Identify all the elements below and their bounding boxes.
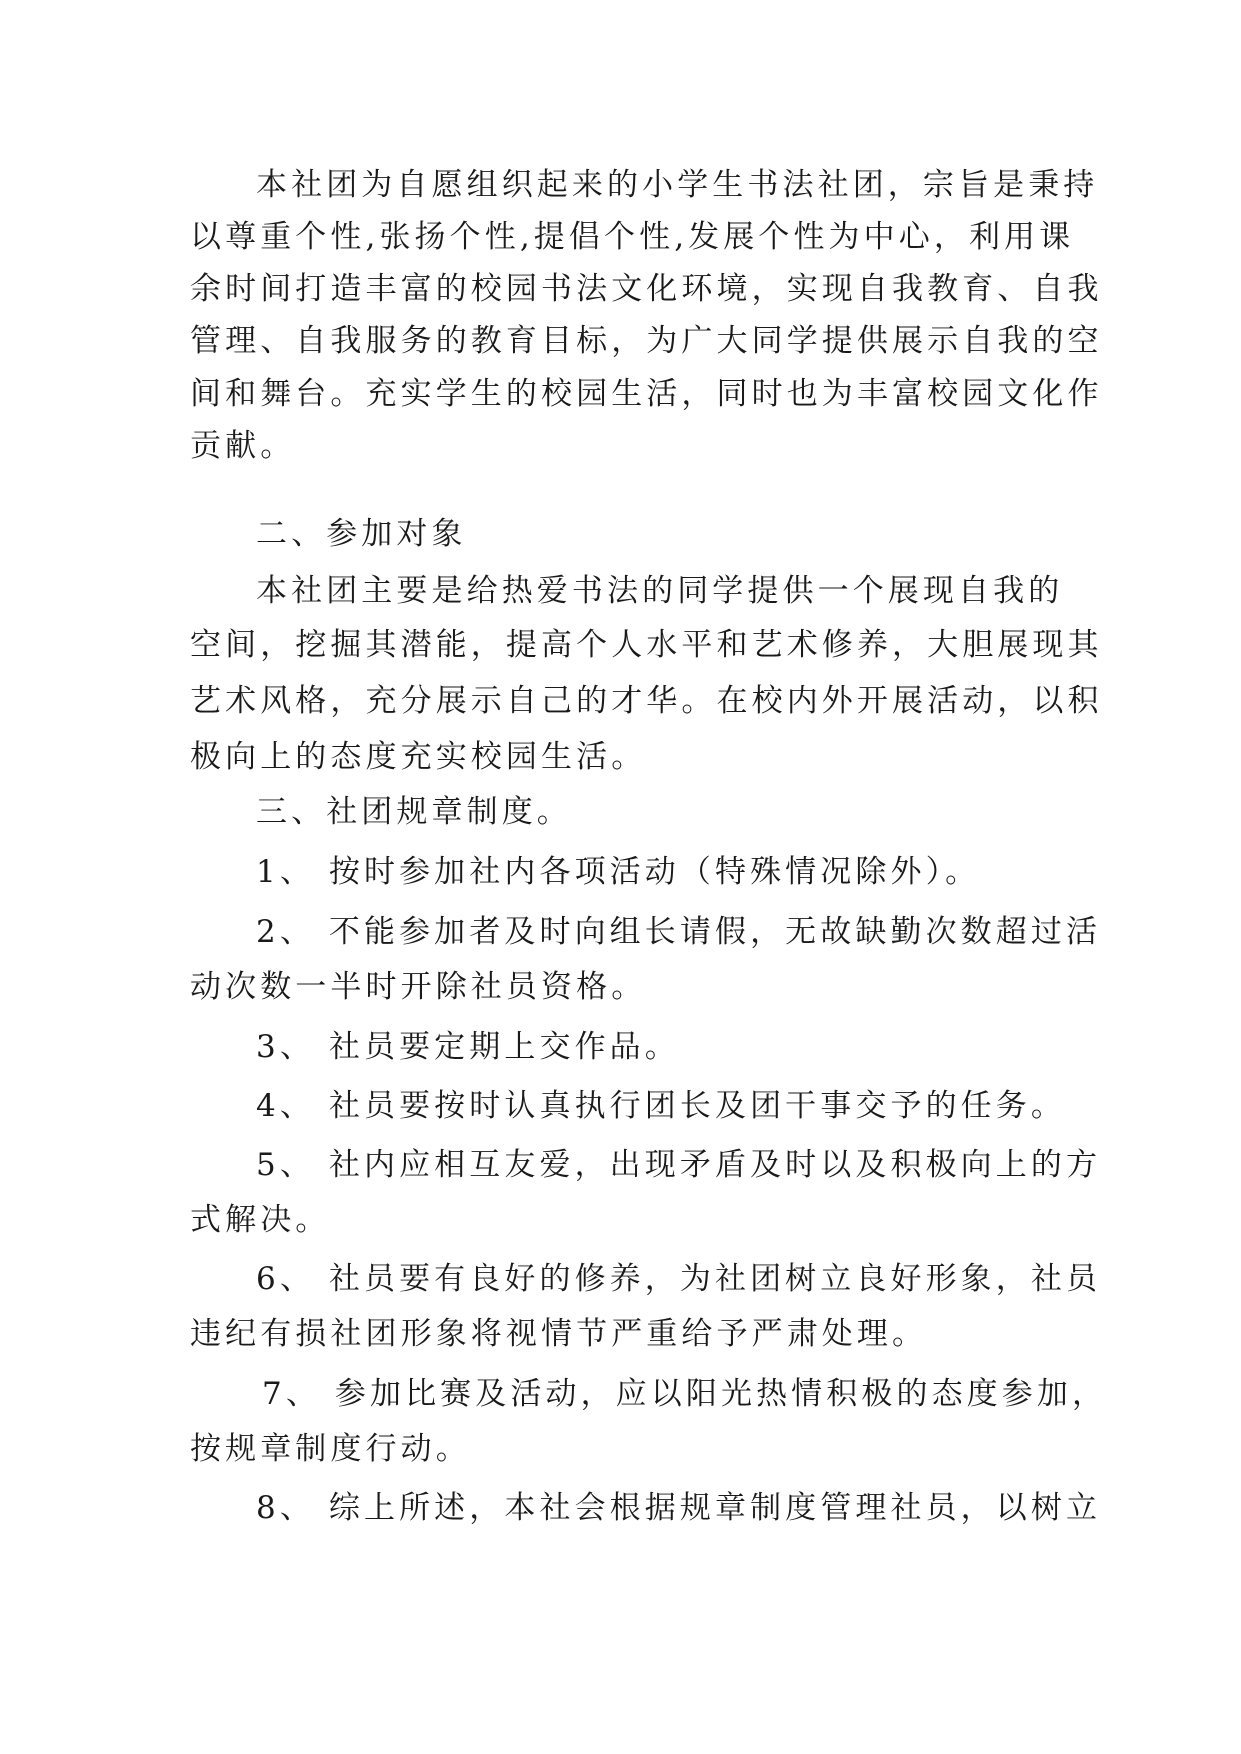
paragraph-1-line-5: 间和舞台。充实学生的校园生活，同时也为丰富校园文化作 [190,376,1103,412]
paragraph-1-line-6: 贡献。 [190,428,296,464]
paragraph-2-line-1: 本社团主要是给热爱书法的同学提供一个展现自我的 [256,573,1064,609]
rule-5-line-1: 5、 社内应相互友爱，出现矛盾及时以及积极向上的方 [256,1147,1102,1183]
rule-7-line-2: 按规章制度行动。 [190,1431,471,1467]
section-heading-2: 二、参加对象 [256,516,467,552]
rule-4: 4、 社员要按时认真执行团长及团干事交予的任务。 [256,1088,1066,1124]
paragraph-1-line-4: 管理、自我服务的教育目标，为广大同学提供展示自我的空 [190,323,1103,359]
rule-5-line-2: 式解决。 [190,1202,331,1238]
rule-8-line-1: 8、 综上所述，本社会根据规章制度管理社员，以树立 [256,1490,1102,1526]
paragraph-1-line-1: 本社团为自愿组织起来的小学生书法社团，宗旨是秉持 [256,167,1099,203]
rule-3: 3、 社员要定期上交作品。 [256,1029,680,1065]
section-heading-3: 三、社团规章制度。 [256,794,572,830]
paragraph-2-line-2: 空间，挖掘其潜能，提高个人水平和艺术修养，大胆展现其 [190,627,1103,663]
rule-1: 1、 按时参加社内各项活动（特殊情况除外）。 [256,854,981,890]
rule-6-line-1: 6、 社员要有良好的修养，为社团树立良好形象，社员 [256,1261,1102,1297]
paragraph-2-line-3: 艺术风格，充分展示自己的才华。在校内外开展活动，以积 [190,683,1103,719]
rule-6-line-2: 违纪有损社团形象将视情节严重给予严肃处理。 [190,1316,928,1352]
rule-7-line-1: 7、 参加比赛及活动，应以阳光热情积极的态度参加， [262,1376,1108,1412]
paragraph-1-line-3: 余时间打造丰富的校园书法文化环境，实现自我教育、自我 [190,271,1103,307]
rule-2-line-1: 2、 不能参加者及时向组长请假，无故缺勤次数超过活 [256,914,1102,950]
paragraph-1-line-2: 以尊重个性,张扬个性,提倡个性,发展个性为中心，利用课 [190,219,1075,255]
rule-2-line-2: 动次数一半时开除社员资格。 [190,969,647,1005]
paragraph-2-line-4: 极向上的态度充实校园生活。 [190,739,647,775]
